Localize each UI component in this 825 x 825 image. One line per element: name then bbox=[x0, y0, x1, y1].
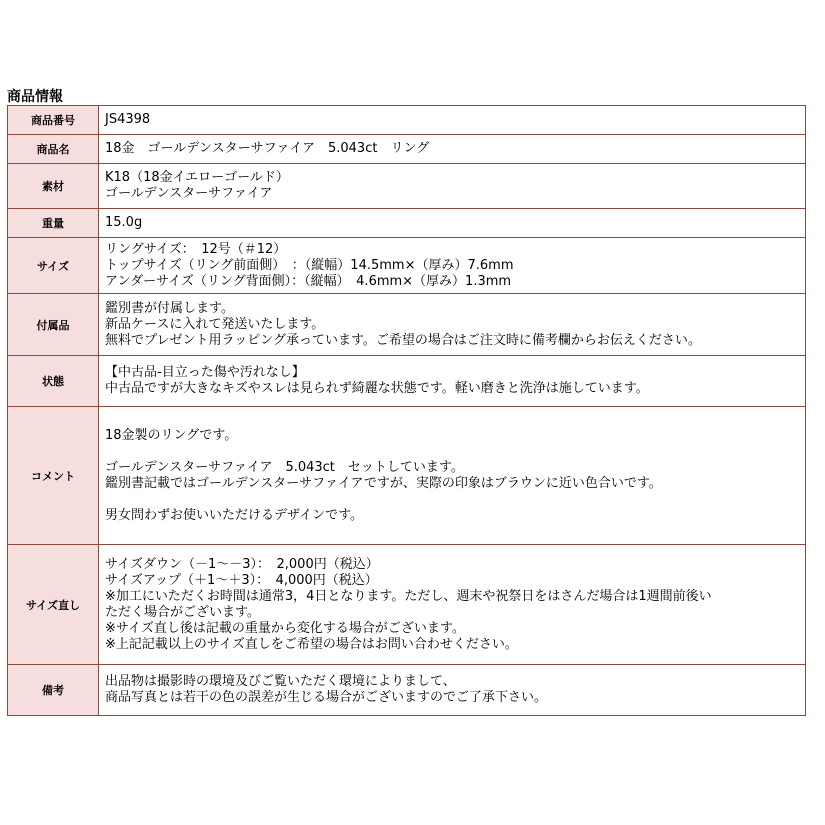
value-line: 新品ケースに入れて発送いたします。 bbox=[105, 316, 325, 332]
accessories-value bbox=[99, 294, 806, 356]
value-line: ※サイズ直し後は記載の重量から変化する場合がございます。 bbox=[105, 620, 465, 636]
value-line: トップサイズ（リング前面側） ：（縦幅）14.5mm×（厚み）7.6mm bbox=[105, 257, 514, 273]
row-weight bbox=[8, 209, 806, 238]
value-line: 男女問わずお使いいただけるデザインです。 bbox=[105, 507, 364, 523]
row-remarks bbox=[8, 665, 806, 716]
section-title: 商品情報 bbox=[7, 89, 63, 105]
value-line: 中古品ですが大きなキズやスレは見られず綺麗な状態です。軽い磨きと洗浄は施しています。 bbox=[105, 381, 649, 396]
value-line: 商品写真とは若干の色の誤差が生じる場合がございますのでご了承下さい。 bbox=[105, 690, 548, 705]
value-line: 出品物は撮影時の環境及びご覧いただく環境によりまして、 bbox=[105, 674, 456, 689]
value-line: ※加工にいただくお時間は通常3，4日となります。ただし、週末や祝祭日をはさんだ場合は1週間前後い bbox=[105, 588, 712, 604]
material-label: 素材 bbox=[8, 164, 99, 209]
accessories-label: 付属品 bbox=[8, 294, 99, 356]
product-info-table bbox=[7, 105, 806, 716]
value-line: サイズダウン（－1～－3）： 2,000円（税込） bbox=[105, 556, 379, 572]
comment-label: コメント bbox=[8, 407, 99, 545]
value-line: サイズアップ（＋1～＋3）： 4,000円（税込） bbox=[105, 572, 378, 588]
value-line: リングサイズ： 12号（＃12） bbox=[105, 241, 287, 257]
row-material bbox=[8, 164, 806, 209]
weight-value bbox=[99, 209, 806, 238]
blank-line bbox=[105, 444, 799, 460]
value-line: ゴールデンスターサファイア bbox=[105, 186, 273, 201]
remarks-label: 備考 bbox=[8, 665, 99, 716]
row-accessories bbox=[8, 294, 806, 356]
product-number-value bbox=[99, 106, 806, 135]
value-line: 15.0g bbox=[105, 215, 143, 230]
value-line: 無料でプレゼント用ラッピング承っています。ご希望の場合はご注文時に備考欄からお伝えください。 bbox=[105, 332, 701, 348]
row-product-name bbox=[8, 135, 806, 164]
value-line: アンダーサイズ（リング背面側）：（縦幅） 4.6mm×（厚み）1.3mm bbox=[105, 273, 512, 289]
product-name-value bbox=[99, 135, 806, 164]
weight-label: 重量 bbox=[8, 209, 99, 238]
resize-label: サイズ直し bbox=[8, 545, 99, 665]
product-number-label: 商品番号 bbox=[8, 106, 99, 135]
condition-label: 状態 bbox=[8, 356, 99, 407]
value-line: ただく場合がございます。 bbox=[105, 604, 260, 620]
value-line: 18金製のリングです。 bbox=[105, 427, 238, 443]
size-label: サイズ bbox=[8, 238, 99, 294]
row-condition bbox=[8, 356, 806, 407]
value-line: ※上記記載以上のサイズ直しをご希望の場合はお問い合わせください。 bbox=[105, 636, 518, 652]
product-info-body bbox=[8, 106, 806, 716]
value-line: 鑑別書記載ではゴールデンスターサファイアですが、実際の印象はブラウンに近い色合いです。 bbox=[105, 475, 662, 491]
row-resize bbox=[8, 545, 806, 665]
value-line: JS4398 bbox=[105, 112, 151, 127]
row-product-number bbox=[8, 106, 806, 135]
value-line: ゴールデンスターサファイア 5.043ct セットしています。 bbox=[105, 459, 464, 475]
product-name-label: 商品名 bbox=[8, 135, 99, 164]
row-size bbox=[8, 238, 806, 294]
value-line: 18金 ゴールデンスターサファイア 5.043ct リング bbox=[105, 141, 430, 156]
resize-value bbox=[99, 545, 806, 665]
value-line: K18（18金イエローゴールド） bbox=[105, 170, 289, 185]
material-value bbox=[99, 164, 806, 209]
row-comment bbox=[8, 407, 806, 545]
value-line: 鑑別書が付属します。 bbox=[105, 300, 234, 316]
blank-line bbox=[105, 492, 799, 508]
remarks-value bbox=[99, 665, 806, 716]
value-line: 【中古品-目立った傷や汚れなし】 bbox=[105, 365, 305, 380]
comment-value bbox=[99, 407, 806, 545]
size-value bbox=[99, 238, 806, 294]
condition-value bbox=[99, 356, 806, 407]
